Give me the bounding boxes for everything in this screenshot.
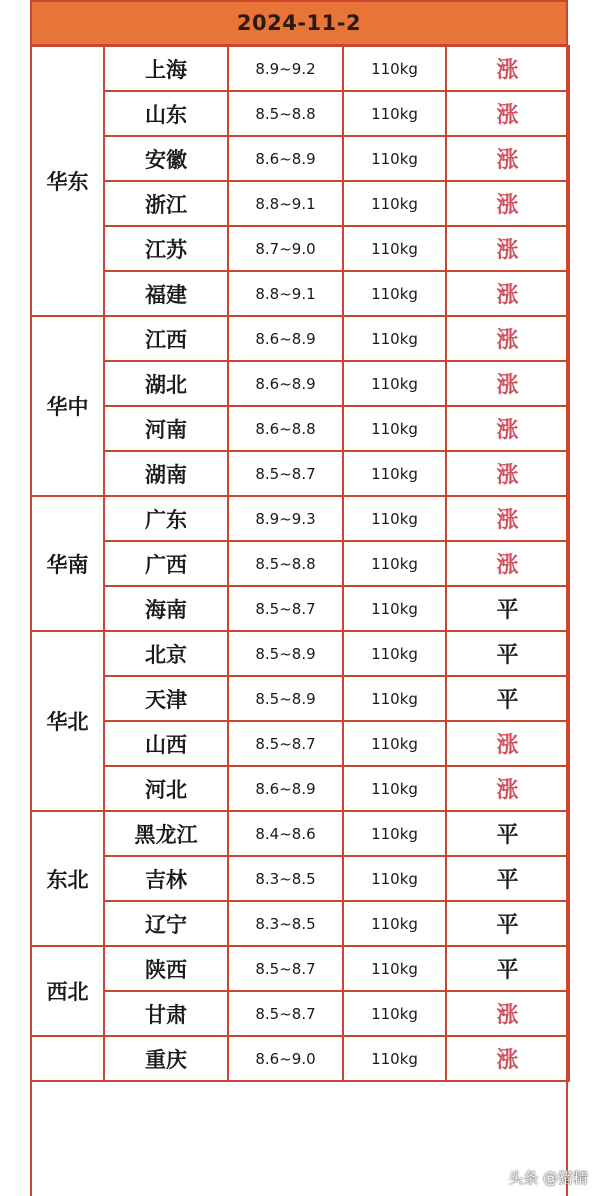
province-cell: 山东 bbox=[104, 91, 228, 136]
region-cell: 华中 bbox=[31, 316, 104, 496]
trend-cell: 平 bbox=[446, 811, 569, 856]
price-cell: 8.5~8.7 bbox=[228, 451, 343, 496]
price-table bbox=[30, 45, 570, 1082]
table-row bbox=[31, 586, 569, 631]
region-cell: 华北 bbox=[31, 631, 104, 811]
date-title: 2024-11-2 bbox=[236, 11, 362, 35]
trend-cell: 涨 bbox=[446, 991, 569, 1036]
weight-cell: 110kg bbox=[343, 181, 446, 226]
price-cell: 8.6~8.9 bbox=[228, 316, 343, 361]
table-row bbox=[31, 766, 569, 811]
province-cell: 江西 bbox=[104, 316, 228, 361]
trend-cell: 涨 bbox=[446, 91, 569, 136]
trend-cell: 涨 bbox=[446, 496, 569, 541]
table-row bbox=[31, 226, 569, 271]
table-row bbox=[31, 271, 569, 316]
province-cell: 山西 bbox=[104, 721, 228, 766]
table-row bbox=[31, 856, 569, 901]
province-cell: 海南 bbox=[104, 586, 228, 631]
province-cell: 重庆 bbox=[104, 1036, 228, 1081]
trend-cell: 平 bbox=[446, 901, 569, 946]
trend-cell: 涨 bbox=[446, 1036, 569, 1081]
price-cell: 8.5~8.7 bbox=[228, 946, 343, 991]
region-cell: 华南 bbox=[31, 496, 104, 631]
price-cell: 8.5~8.8 bbox=[228, 541, 343, 586]
province-cell: 福建 bbox=[104, 271, 228, 316]
province-cell: 黑龙江 bbox=[104, 811, 228, 856]
trend-cell: 涨 bbox=[446, 541, 569, 586]
province-cell: 北京 bbox=[104, 631, 228, 676]
trend-cell: 平 bbox=[446, 676, 569, 721]
weight-cell: 110kg bbox=[343, 541, 446, 586]
trend-cell: 涨 bbox=[446, 46, 569, 91]
weight-cell: 110kg bbox=[343, 136, 446, 181]
province-cell: 湖南 bbox=[104, 451, 228, 496]
table-row bbox=[31, 676, 569, 721]
trend-cell: 涨 bbox=[446, 316, 569, 361]
table-row bbox=[31, 316, 569, 361]
province-cell: 湖北 bbox=[104, 361, 228, 406]
province-cell: 河北 bbox=[104, 766, 228, 811]
weight-cell: 110kg bbox=[343, 1036, 446, 1081]
weight-cell: 110kg bbox=[343, 91, 446, 136]
price-cell: 8.6~8.9 bbox=[228, 766, 343, 811]
table-row bbox=[31, 406, 569, 451]
weight-cell: 110kg bbox=[343, 271, 446, 316]
province-cell: 广西 bbox=[104, 541, 228, 586]
weight-cell: 110kg bbox=[343, 631, 446, 676]
weight-cell: 110kg bbox=[343, 46, 446, 91]
province-cell: 江苏 bbox=[104, 226, 228, 271]
weight-cell: 110kg bbox=[343, 361, 446, 406]
table-row bbox=[31, 631, 569, 676]
price-cell: 8.6~8.9 bbox=[228, 136, 343, 181]
trend-cell: 平 bbox=[446, 856, 569, 901]
province-cell: 辽宁 bbox=[104, 901, 228, 946]
table-row bbox=[31, 361, 569, 406]
province-cell: 吉林 bbox=[104, 856, 228, 901]
trend-cell: 涨 bbox=[446, 226, 569, 271]
trend-cell: 涨 bbox=[446, 271, 569, 316]
region-cell bbox=[31, 1036, 104, 1081]
trend-cell: 平 bbox=[446, 586, 569, 631]
table-row bbox=[31, 46, 569, 91]
region-cell: 西北 bbox=[31, 946, 104, 1036]
price-cell: 8.5~8.9 bbox=[228, 676, 343, 721]
trend-cell: 涨 bbox=[446, 181, 569, 226]
price-cell: 8.6~8.9 bbox=[228, 361, 343, 406]
table-row bbox=[31, 451, 569, 496]
price-cell: 8.8~9.1 bbox=[228, 271, 343, 316]
region-cell: 华东 bbox=[31, 46, 104, 316]
weight-cell: 110kg bbox=[343, 721, 446, 766]
table-row bbox=[31, 721, 569, 766]
trend-cell: 涨 bbox=[446, 766, 569, 811]
table-row bbox=[31, 91, 569, 136]
price-cell: 8.5~8.7 bbox=[228, 721, 343, 766]
weight-cell: 110kg bbox=[343, 676, 446, 721]
price-cell: 8.8~9.1 bbox=[228, 181, 343, 226]
price-cell: 8.9~9.2 bbox=[228, 46, 343, 91]
trend-cell: 涨 bbox=[446, 361, 569, 406]
table-row bbox=[31, 901, 569, 946]
weight-cell: 110kg bbox=[343, 226, 446, 271]
trend-cell: 涨 bbox=[446, 136, 569, 181]
weight-cell: 110kg bbox=[343, 316, 446, 361]
province-cell: 安徽 bbox=[104, 136, 228, 181]
province-cell: 河南 bbox=[104, 406, 228, 451]
trend-cell: 平 bbox=[446, 946, 569, 991]
province-cell: 天津 bbox=[104, 676, 228, 721]
table-row bbox=[31, 496, 569, 541]
province-cell: 甘肃 bbox=[104, 991, 228, 1036]
watermark: 头条 @猪精 bbox=[508, 1169, 588, 1187]
trend-cell: 涨 bbox=[446, 721, 569, 766]
weight-cell: 110kg bbox=[343, 406, 446, 451]
table-row bbox=[31, 946, 569, 991]
weight-cell: 110kg bbox=[343, 901, 446, 946]
weight-cell: 110kg bbox=[343, 586, 446, 631]
price-cell: 8.6~9.0 bbox=[228, 1036, 343, 1081]
price-cell: 8.4~8.6 bbox=[228, 811, 343, 856]
table-row bbox=[31, 991, 569, 1036]
table-row bbox=[31, 181, 569, 226]
price-table-body bbox=[31, 46, 569, 1081]
table-row bbox=[31, 136, 569, 181]
date-header bbox=[30, 0, 568, 46]
province-cell: 上海 bbox=[104, 46, 228, 91]
table-row bbox=[31, 1036, 569, 1081]
price-cell: 8.6~8.8 bbox=[228, 406, 343, 451]
weight-cell: 110kg bbox=[343, 496, 446, 541]
price-cell: 8.7~9.0 bbox=[228, 226, 343, 271]
weight-cell: 110kg bbox=[343, 991, 446, 1036]
table-row bbox=[31, 811, 569, 856]
trend-cell: 涨 bbox=[446, 406, 569, 451]
price-cell: 8.9~9.3 bbox=[228, 496, 343, 541]
price-cell: 8.3~8.5 bbox=[228, 901, 343, 946]
province-cell: 浙江 bbox=[104, 181, 228, 226]
price-cell: 8.5~8.7 bbox=[228, 586, 343, 631]
weight-cell: 110kg bbox=[343, 946, 446, 991]
trend-cell: 平 bbox=[446, 631, 569, 676]
price-cell: 8.5~8.7 bbox=[228, 991, 343, 1036]
province-cell: 广东 bbox=[104, 496, 228, 541]
table-row bbox=[31, 541, 569, 586]
weight-cell: 110kg bbox=[343, 766, 446, 811]
price-cell: 8.5~8.8 bbox=[228, 91, 343, 136]
trend-cell: 涨 bbox=[446, 451, 569, 496]
price-cell: 8.5~8.9 bbox=[228, 631, 343, 676]
weight-cell: 110kg bbox=[343, 451, 446, 496]
weight-cell: 110kg bbox=[343, 811, 446, 856]
price-cell: 8.3~8.5 bbox=[228, 856, 343, 901]
region-cell: 东北 bbox=[31, 811, 104, 946]
province-cell: 陕西 bbox=[104, 946, 228, 991]
weight-cell: 110kg bbox=[343, 856, 446, 901]
